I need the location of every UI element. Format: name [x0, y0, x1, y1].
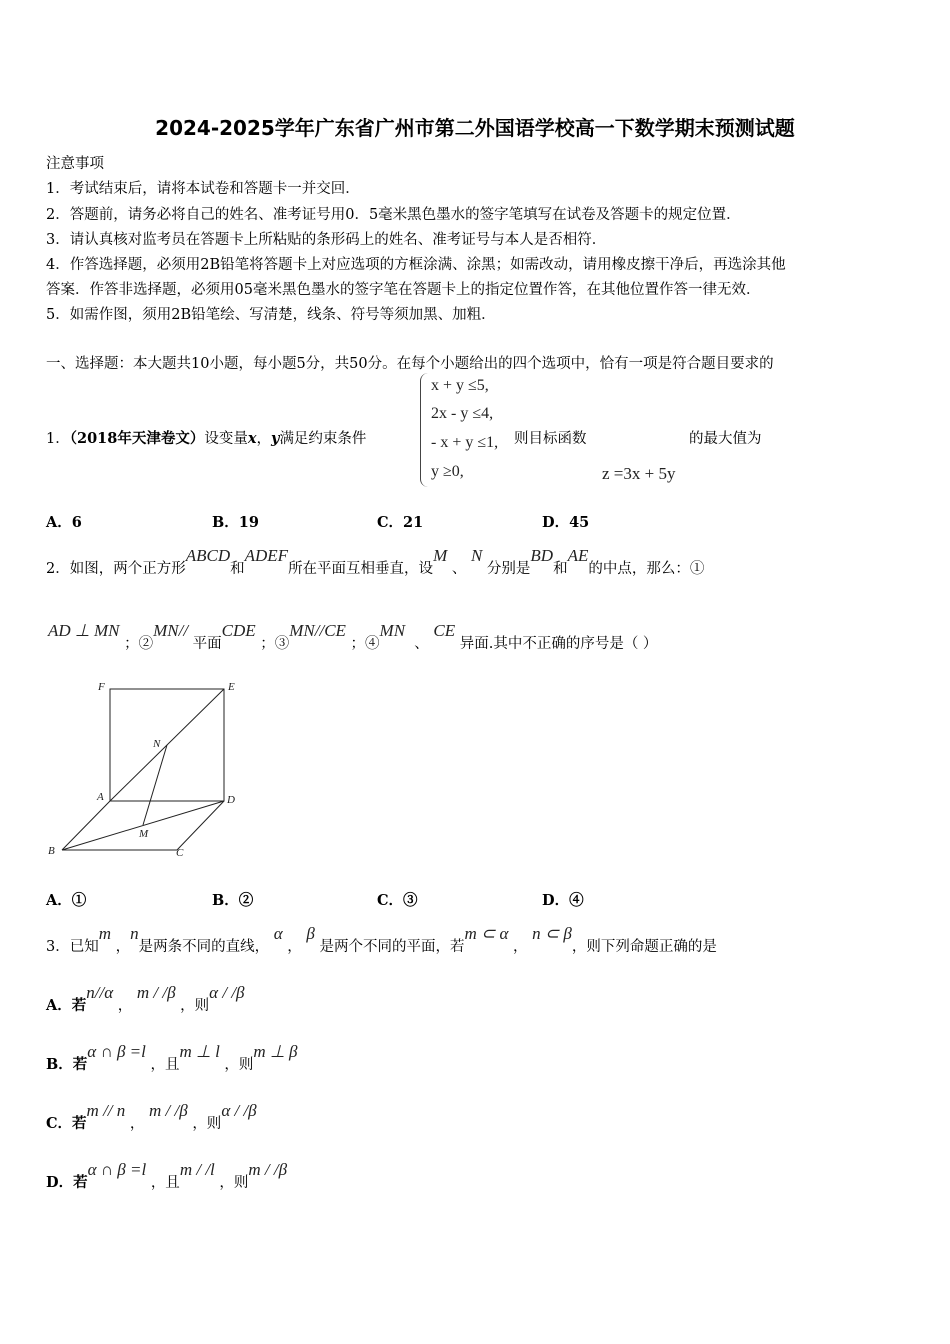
- math-ae: AE: [567, 546, 589, 565]
- punct: ，则: [180, 998, 210, 1014]
- math-expr: α / /β: [209, 983, 245, 1002]
- label-n: N: [153, 738, 161, 750]
- punct: ，: [287, 939, 302, 955]
- constraint-line: y ≥0,: [431, 463, 464, 480]
- math-condition-2: n ⊂ β: [532, 924, 572, 943]
- question-text: 如图，两个正方形: [69, 561, 186, 577]
- question-number: 3．: [46, 939, 70, 955]
- section-heading: 一、选择题：本大题共10小题，每小题5分，共50分。在每个小题给出的四个选项中，恰有一项是符合题目要求的: [46, 356, 774, 372]
- question-text: ；④: [350, 636, 380, 652]
- question-3-stem: [46, 924, 717, 956]
- question-text: 平面: [192, 636, 222, 652]
- notice-item: 5．如需作图，须用2B铅笔绘、写清楚，线条、符号等须加黑、加粗．: [46, 307, 496, 323]
- notice-item: 1．考试结束后，请将本试卷和答题卡一并交回．: [46, 181, 360, 197]
- var-y: y: [271, 430, 280, 447]
- option-a[interactable]: A．①: [46, 892, 87, 909]
- option-c[interactable]: [46, 1101, 257, 1133]
- notice-item: 4．作答选择题，必须用2B铅笔将答题卡上对应选项的方框涂满、涂黑；如需改动，请用橡皮擦干净后，再选涂其他: [46, 257, 786, 273]
- math-expr: α ∩ β =l: [87, 1160, 147, 1179]
- question-text: ；③: [260, 636, 290, 652]
- objective-function: z =3x + 5y: [602, 464, 676, 483]
- question-2-stem: [46, 546, 705, 578]
- question-text: 、: [414, 636, 429, 652]
- var-x: x: [247, 430, 257, 447]
- math-expr: m / /β: [136, 983, 176, 1002]
- question-text: ；②: [124, 636, 154, 652]
- option-d[interactable]: [46, 1160, 288, 1192]
- notice-item: 3．请认真核对监考员在答题卡上所粘贴的条形码上的姓名、准考证号与本人是否相符．: [46, 232, 607, 248]
- option-a[interactable]: [46, 983, 245, 1015]
- question-source: （2018年天津卷文）: [69, 430, 205, 447]
- math-bd: BD: [530, 546, 554, 565]
- math-expr: m / /β: [149, 1101, 188, 1120]
- notice-item: 2．答题前，请务必将自己的姓名、准考证号用0．5毫米黑色墨水的签字笔填写在试卷及答题卡的规定位置．: [46, 207, 741, 223]
- question-text: ，则下列命题正确的是: [571, 939, 717, 955]
- option-c[interactable]: C．③: [377, 892, 418, 909]
- label-c: C: [176, 847, 184, 859]
- math-n: n: [130, 924, 139, 943]
- option-label: C．若: [46, 1115, 87, 1132]
- label-a: A: [97, 791, 104, 803]
- label-e: E: [228, 681, 235, 693]
- question-text: 则目标函数: [514, 431, 587, 447]
- math-statement-3: MN//CE: [289, 621, 346, 640]
- math-statement-4: MN: [379, 621, 406, 640]
- math-cde: CDE: [221, 621, 256, 640]
- page-title: 2024-2025学年广东省广州市第二外国语学校高一下数学期末预测试题: [155, 116, 795, 140]
- punct: ，: [117, 998, 133, 1014]
- question-2-statements: [48, 621, 658, 653]
- math-statement-1: AD ⊥ MN: [48, 621, 120, 640]
- math-expr: m // n: [86, 1101, 126, 1120]
- question-text: 异面.其中不正确的序号是（ ）: [459, 636, 658, 652]
- punct: ，: [256, 431, 271, 447]
- punct: ，: [129, 1116, 145, 1132]
- constraint-line: - x + y ≤1,: [431, 434, 499, 451]
- math-abcd: ABCD: [185, 546, 231, 565]
- question-text: 、: [451, 561, 467, 577]
- punct: ，则: [219, 1175, 249, 1191]
- question-text: 的最大值为: [689, 431, 762, 447]
- math-condition-1: m ⊂ α: [464, 924, 509, 943]
- option-b[interactable]: B．19: [212, 514, 259, 531]
- option-label: B．若: [46, 1056, 88, 1073]
- math-expr: α ∩ β =l: [87, 1042, 146, 1061]
- math-expr: m ⊥ β: [253, 1042, 298, 1061]
- option-b[interactable]: [46, 1042, 298, 1074]
- notice-heading: 注意事项: [46, 156, 104, 172]
- option-d[interactable]: D．45: [542, 514, 590, 531]
- option-d[interactable]: D．④: [542, 892, 584, 909]
- punct: ，则: [192, 1116, 222, 1132]
- question-text: 分别是: [486, 561, 531, 577]
- math-alpha: α: [273, 924, 283, 943]
- label-f: F: [98, 681, 105, 693]
- question-text: 的中点，那么：①: [588, 561, 705, 577]
- geometry-figure: [40, 672, 260, 864]
- question-text: 是两个不同的平面，若: [319, 939, 465, 955]
- question-number: 1．: [46, 431, 70, 447]
- punct: ，且: [150, 1175, 180, 1191]
- question-text: 设变量: [204, 431, 248, 447]
- math-m: m: [98, 924, 112, 943]
- notice-item: 答案．作答非选择题，必须用05毫米黑色墨水的签字笔在答题卡上的指定位置作答，在其他位置作答一律无效．: [46, 282, 761, 298]
- option-a[interactable]: A．6: [46, 514, 82, 531]
- constraint-line: x + y ≤5,: [431, 377, 489, 394]
- constraint-system: [420, 373, 521, 487]
- question-text: 满足约束条件: [279, 431, 367, 447]
- punct: ，: [513, 939, 528, 955]
- label-d: D: [227, 794, 235, 806]
- question-text: 已知: [69, 939, 99, 955]
- math-m: M: [433, 546, 448, 565]
- option-label: D．若: [46, 1174, 88, 1191]
- math-statement-2: MN//: [153, 621, 189, 640]
- question-text: 是两条不同的直线，: [138, 939, 270, 955]
- punct: ，且: [150, 1057, 180, 1073]
- math-expr: n//α: [86, 983, 114, 1002]
- option-label: A．若: [46, 997, 87, 1014]
- math-expr: m / /l: [179, 1160, 215, 1179]
- question-text: 和: [230, 561, 245, 577]
- punct: ，: [115, 939, 131, 955]
- question-text: 所在平面互相垂直，设: [288, 561, 434, 577]
- math-beta: β: [306, 924, 315, 943]
- question-number: 2．: [46, 561, 70, 577]
- question-text: 和: [553, 561, 568, 577]
- math-expr: α / /β: [221, 1101, 257, 1120]
- label-b: B: [48, 845, 55, 857]
- math-ce: CE: [433, 621, 456, 640]
- option-c[interactable]: C．21: [377, 514, 424, 531]
- question-1-stem: [46, 427, 366, 448]
- math-n: N: [470, 546, 483, 565]
- label-m: M: [139, 828, 149, 840]
- math-adef: ADEF: [244, 546, 289, 565]
- punct: ，则: [224, 1057, 254, 1073]
- math-expr: m / /β: [248, 1160, 288, 1179]
- math-expr: m ⊥ l: [179, 1042, 220, 1061]
- option-b[interactable]: B．②: [212, 892, 254, 909]
- constraint-line: 2x - y ≤4,: [431, 405, 494, 422]
